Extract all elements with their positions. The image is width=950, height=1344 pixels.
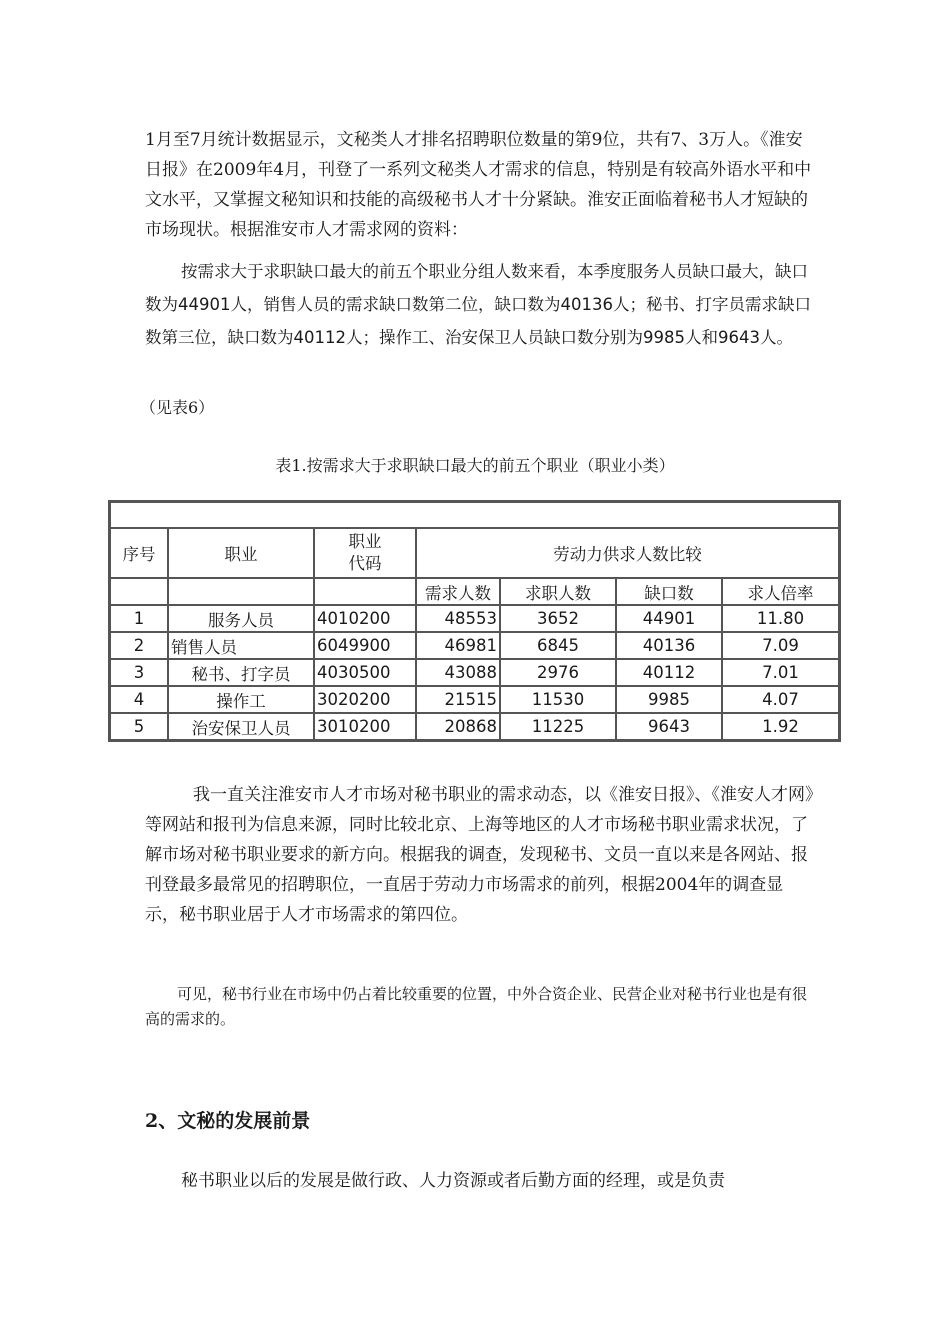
table-row — [110, 605, 839, 632]
prospect-paragraph: 秘书职业以后的发展是做行政、人力资源或者后勤方面的经理，或是负责 — [181, 1171, 725, 1191]
header-code-line2: 代码 — [348, 554, 382, 573]
header-code-line1: 职业 — [348, 532, 382, 551]
header-ratio: 求人倍率 — [722, 578, 839, 605]
subheader-empty-code — [314, 578, 416, 605]
header-demand: 需求人数 — [416, 578, 500, 605]
section-heading: 2、文秘的发展前景 — [145, 1110, 311, 1132]
table-row — [110, 713, 839, 740]
cell-code: 4030500 — [314, 659, 416, 686]
subheader-empty-seq — [110, 578, 168, 605]
table-caption: 表1.按需求大于求职缺口最大的前五个职业（职业小类） — [275, 456, 675, 475]
cell-job: 操作工 — [168, 686, 314, 713]
shortage-paragraph: 按需求大于求职缺口最大的前五个职业分组人数来看，本季度服务人员缺口最大，缺口数为44901人，销售人员的需求缺口数第二位，缺口数为40136人；秘书、打字员需求缺口数第三位，缺口数为40112人；操作工、治安保卫人员缺口数分别为9985人和9643人。 — [145, 262, 811, 347]
cell-demand: 46981 — [416, 632, 500, 659]
conclusion-paragraph: 可见，秘书行业在市场中仍占着比较重要的位置，中外合资企业、民营企业对秘书行业也是有很高的需求的。 — [145, 985, 808, 1028]
header-seekers: 求职人数 — [500, 578, 616, 605]
table-row — [110, 686, 839, 713]
intro-paragraph: 1月至7月统计数据显示，文秘类人才排名招聘职位数量的第9位，共有7、3万人。《淮安日报》在2009年4月，刊登了一系列文秘类人才需求的信息，特别是有较高外语水平和中文水平，又掌握文秘知识和技能的高级秘书人才十分紧缺。淮安正面临着秘书人才短缺的市场现状。根据淮安市人才需求网的资料： — [145, 130, 812, 240]
cell-code: 4010200 — [314, 605, 416, 632]
cell-gap: 40136 — [616, 632, 722, 659]
cell-code: 6049900 — [314, 632, 416, 659]
header-code — [314, 528, 416, 578]
cell-seq: 1 — [110, 605, 168, 632]
subheader-empty-job — [168, 578, 314, 605]
cell-demand: 43088 — [416, 659, 500, 686]
cell-demand: 48553 — [416, 605, 500, 632]
cell-seq: 3 — [110, 659, 168, 686]
cell-ratio: 11.80 — [722, 605, 839, 632]
cell-seq: 4 — [110, 686, 168, 713]
cell-job: 秘书、打字员 — [168, 659, 314, 686]
cell-ratio: 7.01 — [722, 659, 839, 686]
header-gap: 缺口数 — [616, 578, 722, 605]
table-row — [110, 659, 839, 686]
cell-job: 销售人员 — [168, 632, 314, 659]
header-job: 职业 — [168, 528, 314, 578]
table-empty-header-row — [110, 502, 839, 528]
cell-job: 治安保卫人员 — [168, 713, 314, 740]
cell-ratio: 7.09 — [722, 632, 839, 659]
cell-seq: 2 — [110, 632, 168, 659]
table-header-row — [110, 528, 839, 578]
see-table-note: （见表6） — [140, 398, 215, 417]
cell-gap: 40112 — [616, 659, 722, 686]
cell-ratio: 1.92 — [722, 713, 839, 740]
cell-code: 3020200 — [314, 686, 416, 713]
table-empty-cell — [110, 502, 839, 528]
header-seq: 序号 — [110, 528, 168, 578]
cell-ratio: 4.07 — [722, 686, 839, 713]
cell-demand: 20868 — [416, 713, 500, 740]
cell-seekers: 11225 — [500, 713, 616, 740]
cell-gap: 9643 — [616, 713, 722, 740]
cell-code: 3010200 — [314, 713, 416, 740]
focus-paragraph: 我一直关注淮安市人才市场对秘书职业的需求动态，以《淮安日报》、《淮安人才网》等网站和报刊为信息来源，同时比较北京、上海等地区的人才市场秘书职业需求状况，了解市场对秘书职业要求的新方向。根据我的调查，发现秘书、文员一直以来是各网站、报刊登最多最常见的招聘职位，一直居于劳动力市场需求的前列，根据2004年的调查显示，秘书职业居于人才市场需求的第四位。 — [145, 785, 814, 925]
header-group: 劳动力供求人数比较 — [416, 528, 839, 578]
cell-demand: 21515 — [416, 686, 500, 713]
cell-seq: 5 — [110, 713, 168, 740]
occupation-gap-table — [108, 500, 841, 742]
table-row — [110, 632, 839, 659]
cell-gap: 44901 — [616, 605, 722, 632]
cell-seekers: 6845 — [500, 632, 616, 659]
cell-job: 服务人员 — [168, 605, 314, 632]
cell-seekers: 11530 — [500, 686, 616, 713]
cell-gap: 9985 — [616, 686, 722, 713]
cell-seekers: 3652 — [500, 605, 616, 632]
table-subheader-row — [110, 578, 839, 605]
cell-seekers: 2976 — [500, 659, 616, 686]
